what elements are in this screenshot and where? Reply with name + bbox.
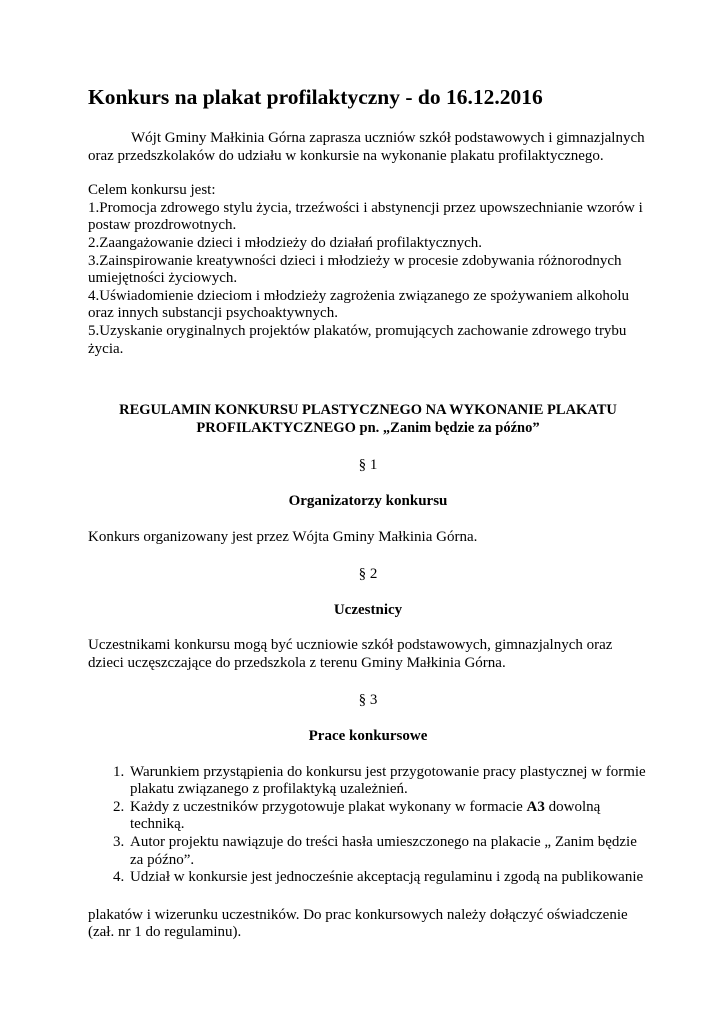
goal-item: 2.Zaangażowanie dzieci i młodzieży do działań profilaktycznych. (88, 234, 482, 251)
document-title: Konkurs na plakat profilaktyczny - do 16.12.2016 (88, 85, 543, 109)
rules-list (88, 764, 648, 887)
rule-item (128, 764, 648, 799)
rule-item (128, 869, 648, 887)
section-sign-1: § 1 (358, 457, 378, 474)
document-page (88, 84, 648, 942)
rule-text: dowolną techniką. (130, 798, 601, 833)
section-heading-participants: Uczestnicy (333, 601, 403, 618)
section-sign-3: § 3 (358, 692, 378, 709)
goal-item: 1.Promocja zdrowego stylu życia, trzeźwości i abstynencji przez upowszechnianie wzorów i postaw prozdrowotnych. (88, 199, 643, 234)
rule-item (128, 799, 648, 834)
goal-item: 4.Uświadomienie dzieciom i młodzieży zagrożenia związanego ze spożywaniem alkoholu oraz innych substancji psychoaktywnych. (88, 287, 630, 322)
section-sign-2: § 2 (358, 566, 378, 583)
rule-text: Warunkiem przystąpienia do konkursu jest przygotowanie pracy plastycznej w formie plakatu związanego z profilaktyką uzależnień. (130, 763, 646, 798)
rule-text: Każdy z uczestników przygotowuje plakat wykonany w formacie (130, 798, 527, 815)
goal-item: 3.Zainspirowanie kreatywności dzieci i młodzieży w procesie zdobywania różnorodnych umiejętności życiowych. (88, 252, 622, 287)
goal-item: 5.Uzyskanie oryginalnych projektów plakatów, promujących zachowanie zdrowego trybu życia. (88, 322, 627, 357)
format-value: A3 (526, 798, 545, 815)
rule-item (128, 834, 648, 869)
intro-paragraph: Wójt Gminy Małkinia Górna zaprasza uczniów szkół podstawowych i gimnazjalnych oraz przedszkolaków do udziału w konkursie na wykonanie plakatu profilaktycznego. (88, 130, 645, 164)
section-heading-works: Prace konkursowe (308, 728, 428, 745)
closing-paragraph: plakatów i wizerunku uczestników. Do prac konkursowych należy dołączyć oświadczenie (zał. nr 1 do regulaminu). (88, 906, 628, 941)
section-heading-organizers: Organizatorzy konkursu (288, 492, 448, 509)
section-text-organizers: Konkurs organizowany jest przez Wójta Gminy Małkinia Górna. (88, 528, 478, 545)
rule-text: Udział w konkursie jest jednocześnie akceptacją regulaminu i zgodą na publikowanie (130, 869, 644, 886)
section-text-participants: Uczestnikami konkursu mogą być uczniowie szkół podstawowych, gimnazjalnych oraz dzieci uczęszczające do przedszkola z terenu Gminy Małkinia Górna. (88, 637, 613, 671)
rule-text: Autor projektu nawiązuje do treści hasła umieszczonego na plakacie „ Zanim będzie za późno”. (130, 834, 637, 868)
regulation-title: REGULAMIN KONKURSU PLASTYCZNEGO NA WYKONANIE PLAKATU PROFILAKTYCZNEGO pn. „Zanim będzie za późno” (119, 402, 617, 436)
goals-heading: Celem konkursu jest: (88, 182, 216, 199)
